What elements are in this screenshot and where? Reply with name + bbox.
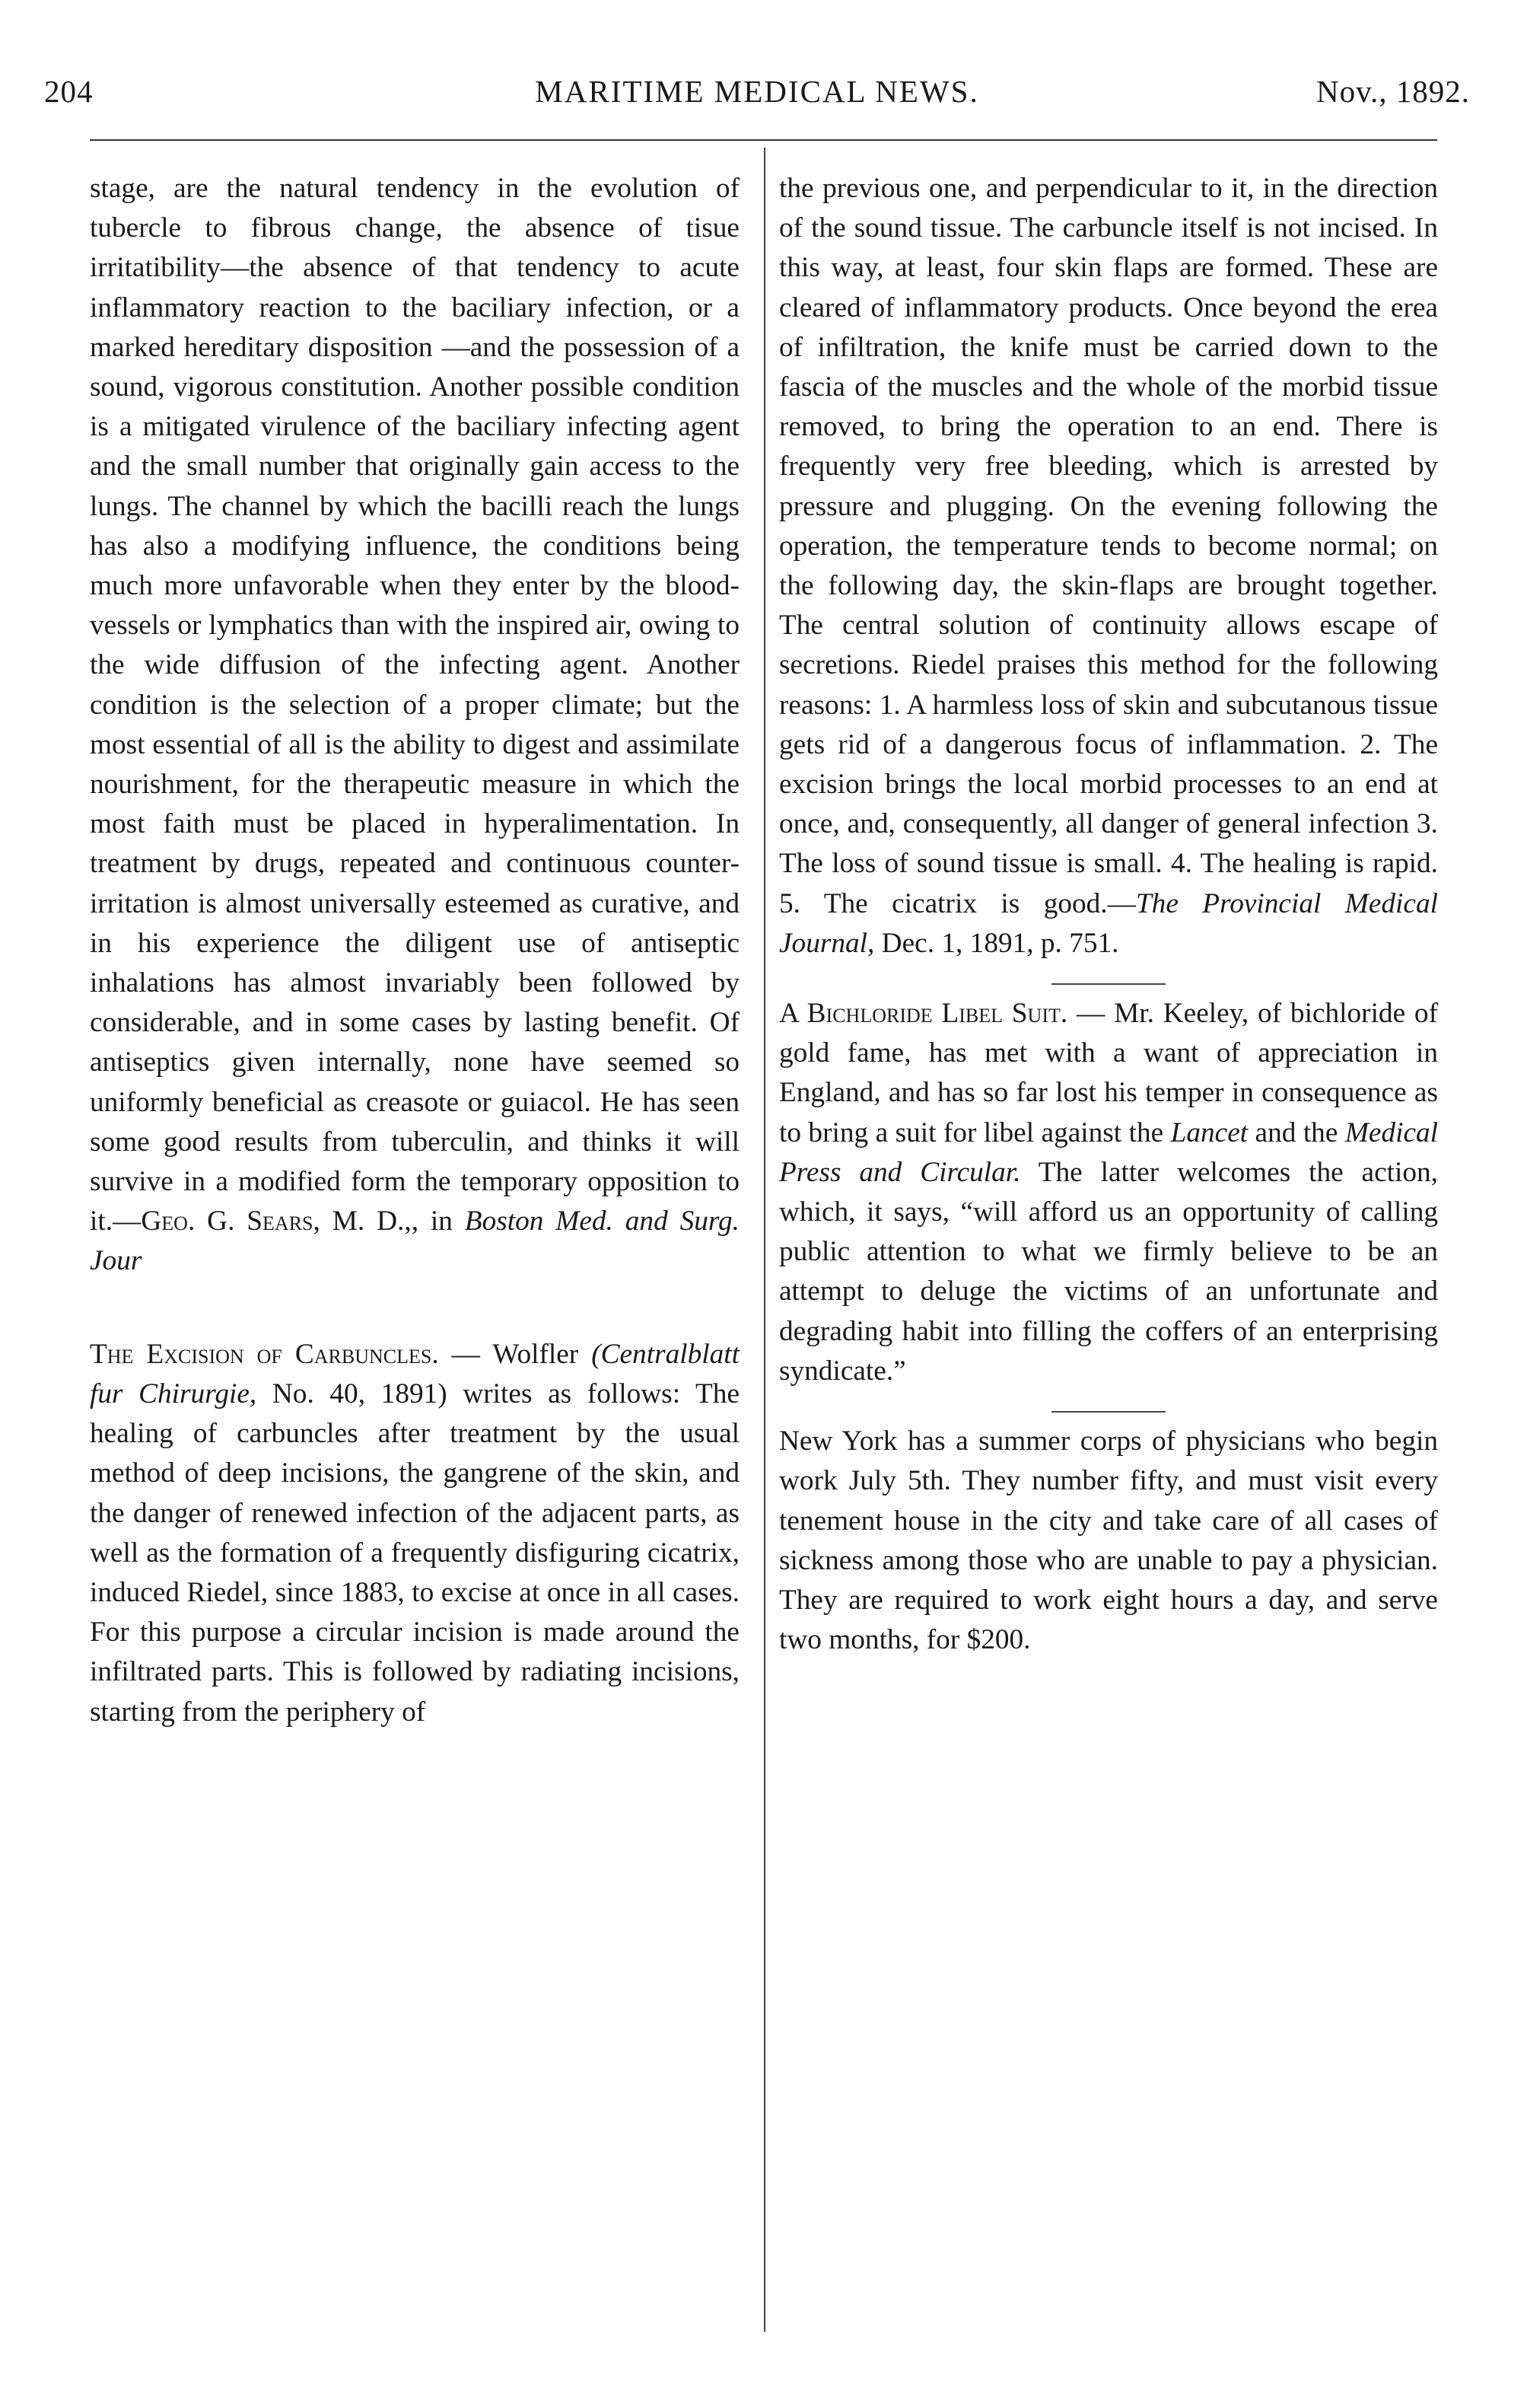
libel-heading: A Bichloride Libel Suit. xyxy=(779,998,1068,1030)
carbuncle-dash: — Wolfler xyxy=(438,1338,592,1370)
carbuncle-citation: (Centralblatt fur Chirurgie, xyxy=(90,1338,740,1409)
medical-press-title: Medical Press and Circular. xyxy=(779,1116,1439,1188)
lancet-title: Lancet xyxy=(1170,1116,1249,1148)
carbuncle-article-continued xyxy=(779,169,1438,964)
column-divider xyxy=(764,148,765,2332)
tuberculosis-in: , in xyxy=(411,1206,465,1237)
carbuncle-body: No. 40, 1891) writes as follows: The healing of carbuncles after treatment by the usual method of deep incisions, the gangrene of the skin, and the danger of renewed infection of the adjacent parts, as well as the formation of a frequently disfiguring cicatrix, induced Riedel, since 1883, to excise at once in all cases. For this purpose a circular incision is made around the infiltrated parts. This is followed by radiating incisions, starting from the periphery of xyxy=(90,1378,740,1728)
issue-date: Nov., 1892. xyxy=(1316,74,1470,109)
carbuncle-source-date: Dec. 1, 1891, p. 751. xyxy=(874,927,1119,959)
header-rule xyxy=(90,139,1437,141)
libel-body-a: — Mr. Keeley, of bichloride of gold fame, has met with a want of appreciation in England, and has so far lost his temper in consequence as to bring a suit for libel against the xyxy=(779,998,1438,1148)
section-separator xyxy=(1051,1411,1166,1413)
section-separator xyxy=(1051,983,1166,985)
libel-body-b: The latter welcomes the action, which, it says, “will afford us an opportunity of calling public attention to what we firmly believe to be an attempt to deluge the victims of an unfortunate and degrading habit into filling the coffers of an enterprising syndicate.” xyxy=(779,1156,1438,1387)
tuberculosis-body: stage, are the natural tendency in the evolution of tubercle to fibrous change, the absence of tisue irritatibility—the absence of that tendency to acute inflammatory reaction to the baciliary infection, or a marked hereditary disposition —and the possession of a sound, vigorous constitution. Another possible condition is a mitigated virulence of the baciliary infecting agent and the small number that originally gain access to the lungs. The channel by which the bacilli reach the lungs has also a modifying influence, the conditions being much more unfavorable when they enter by the blood-vessels or lymphatics than with the inspired air, owing to the wide diffusion of the infecting agent. Another condition is the selection of a proper climate; but the most essential of all is the ability to digest and assimilate nourishment, for the therapeutic measure in which the most faith must be placed in hyperalimentation. In treatment by drugs, repeated and continuous counter-irritation is almost universally esteemed as curative, and in his experience the diligent use of antiseptic inhalations has almost invariably been followed by considerable, and in some cases by lasting benefit. Of antiseptics given internally, none have seemed so uniformly beneficial as creasote or guiacol. He has seen some good results from tuberculin, and thinks it will survive in a modified form the temporary opposition to it.— xyxy=(90,173,740,1237)
new-york-article xyxy=(779,1422,1438,1660)
libel-article xyxy=(779,994,1438,1391)
tuberculosis-article xyxy=(90,169,740,1282)
tuberculosis-author: Geo. G. Sears, M. D., xyxy=(141,1206,412,1237)
page-number: 204 xyxy=(44,74,94,109)
carbuncle-continued-body: the previous one, and perpendicular to it, in the direction of the sound tissue. The carbuncle itself is not incised. In this way, at least, four skin flaps are formed. These are cleared of inflammatory products. Once beyond the erea of infiltration, the knife must be carried down to the fascia of the muscles and the whole of the morbid tissue removed, to bring the operation to an end. There is frequently very free bleeding, which is arrested by pressure and plugging. On the evening following the operation, the temperature tends to become normal; on the following day, the skin-flaps are brought together. The central solution of continuity allows escape of secretions. Riedel praises this method for the following reasons: 1. A harmless loss of skin and subcutanous tissue gets rid of a dangerous focus of inflammation. 2. The excision brings the local morbid processes to an end at once, and, consequently, all danger of general infection 3. The loss of sound tissue is small. 4. The healing is rapid. 5. The cicatrix is good.— xyxy=(779,173,1438,919)
carbuncle-article xyxy=(90,1335,740,1732)
new-york-body: New York has a summer corps of physicians who begin work July 5th. They number fifty, and must visit every tenement house in the city and take care of all cases of sickness among those who are unable to pay a physician. They are required to work eight hours a day, and serve two months, for $200. xyxy=(779,1425,1438,1656)
tuberculosis-source: Boston Med. and Surg. Jour xyxy=(90,1206,740,1277)
running-header xyxy=(44,73,1470,126)
carbuncle-heading: The Excision of Carbuncles. xyxy=(90,1338,439,1370)
right-column xyxy=(779,169,1438,1660)
left-column xyxy=(90,169,740,1732)
libel-and: and the xyxy=(1248,1116,1345,1148)
carbuncle-source: The Provincial Medical Journal, xyxy=(779,887,1438,959)
journal-title: MARITIME MEDICAL NEWS. xyxy=(535,74,979,109)
